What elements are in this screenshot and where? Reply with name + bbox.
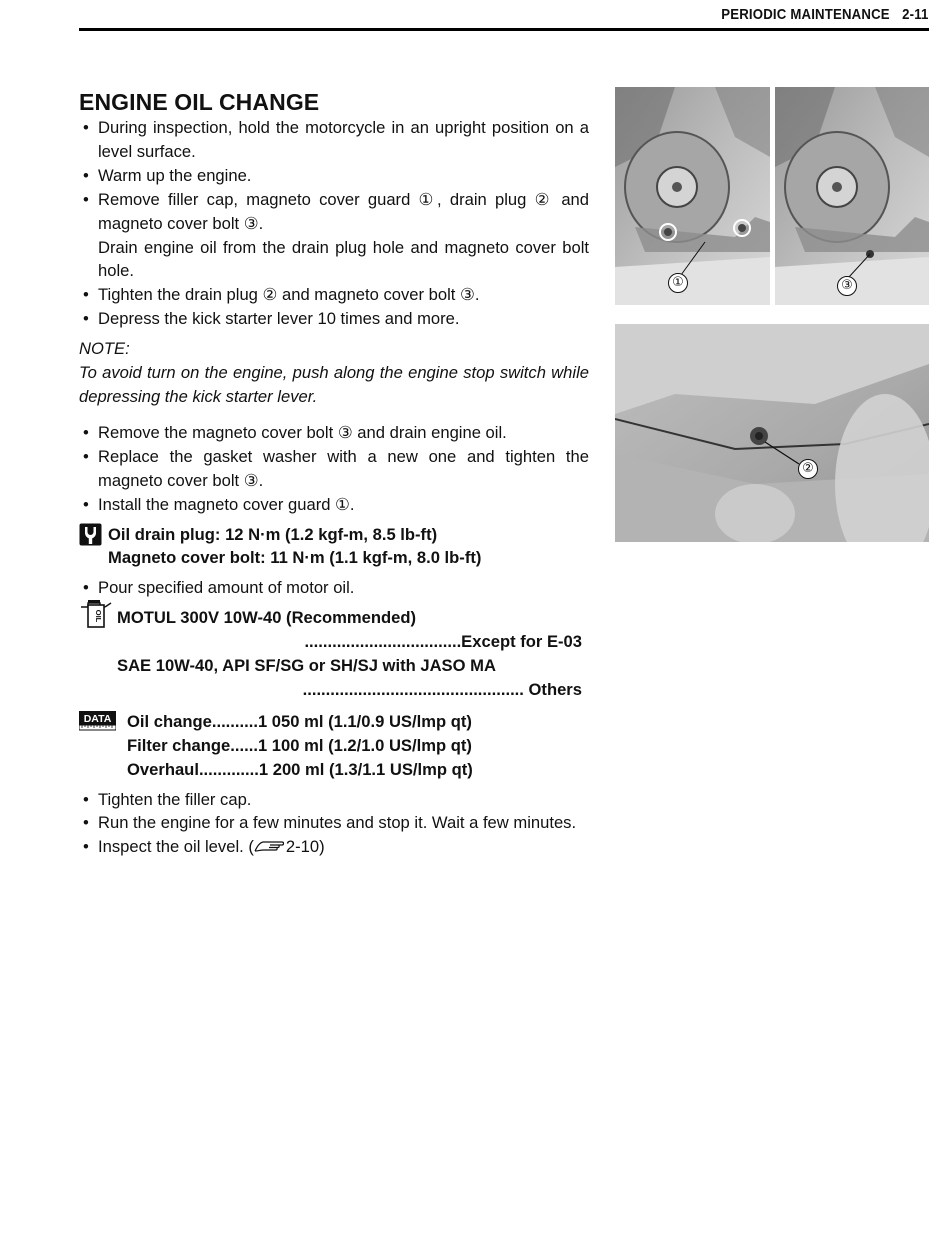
list-item: • During inspection, hold the motorcycle in an upright position on a level surface.	[79, 116, 589, 164]
pointing-hand-icon	[254, 839, 286, 853]
instructions	[79, 116, 589, 859]
photo-magneto-cover-left	[615, 87, 770, 305]
oil-spec	[79, 606, 589, 702]
torque-line-2: Magneto cover bolt: 11 N·m (1.1 kgf-m, 8.0 lb-ft)	[108, 548, 482, 568]
list-item: • Install the magneto cover guard ①.	[79, 493, 589, 517]
reference-page: 2-10)	[285, 837, 325, 857]
callout-3: ③	[837, 276, 857, 296]
data-icon	[79, 711, 116, 731]
list-item-continuation: Drain engine oil from the drain plug hole and magneto cover bolt hole.	[98, 237, 589, 281]
list-item-text: Inspect the oil level. (	[98, 837, 254, 857]
list-item: • Tighten the drain plug ② and magneto cover bolt ③.	[79, 283, 589, 307]
list-item: • Remove filler cap, magneto cover guard ①, drain plug ② and magneto cover bolt ③.	[79, 188, 589, 236]
header-section: PERIODIC MAINTENANCE	[721, 6, 891, 23]
list-item: • Run the engine for a few minutes and stop it. Wait a few minutes.	[79, 811, 589, 835]
photo-magneto-cover-right	[775, 87, 929, 305]
list-item: • Depress the kick starter lever 10 times and more.	[79, 307, 589, 331]
oil-can-icon	[79, 599, 113, 629]
page-number: 2-11	[902, 6, 929, 23]
capacity-row: Overhaul.............1 200 ml (1.3/1.1 US/lmp qt)	[127, 759, 473, 779]
page-header	[722, 6, 929, 23]
torque-line-1: Oil drain plug: 12 N·m (1.2 kgf-m, 8.5 lb-ft)	[108, 524, 438, 544]
section-title: ENGINE OIL CHANGE	[79, 89, 320, 115]
list-item: • Remove the magneto cover bolt ③ and drain engine oil.	[79, 421, 589, 445]
capacity-row: Filter change......1 100 ml (1.2/1.0 US/lmp qt)	[127, 735, 472, 755]
note-text: To avoid turn on the engine, push along the engine stop switch while depressing the kick starter lever.	[79, 363, 589, 406]
oil-spec-line-4: ................................................ Others	[302, 679, 582, 699]
oil-icon-label: OIL	[94, 609, 103, 623]
list-item: • Pour specified amount of motor oil.	[79, 576, 589, 600]
oil-spec-line-1: MOTUL 300V 10W-40 (Recommended)	[117, 608, 417, 628]
oil-spec-line-2: ..................................Except for E-03	[304, 632, 582, 652]
list-item: • Warm up the engine.	[79, 164, 589, 188]
oil-spec-line-3: SAE 10W-40, API SF/SG or SH/SJ with JASO MA	[117, 656, 496, 676]
list-item	[79, 835, 589, 859]
capacity-row: Oil change..........1 050 ml (1.1/0.9 US/lmp qt)	[127, 711, 472, 731]
capacity-spec	[79, 710, 589, 782]
torque-wrench-icon	[79, 523, 102, 546]
photo-drain-plug	[615, 324, 929, 542]
header-rule	[79, 28, 929, 31]
callout-2: ②	[798, 459, 818, 479]
data-icon-label: DATA	[83, 712, 112, 725]
list-item: • Replace the gasket washer with a new one and tighten the magneto cover bolt ③.	[79, 445, 589, 493]
list-item: • Tighten the filler cap.	[79, 788, 589, 812]
callout-1: ①	[668, 273, 688, 293]
torque-spec	[79, 523, 589, 571]
note-label: NOTE:	[79, 339, 130, 359]
